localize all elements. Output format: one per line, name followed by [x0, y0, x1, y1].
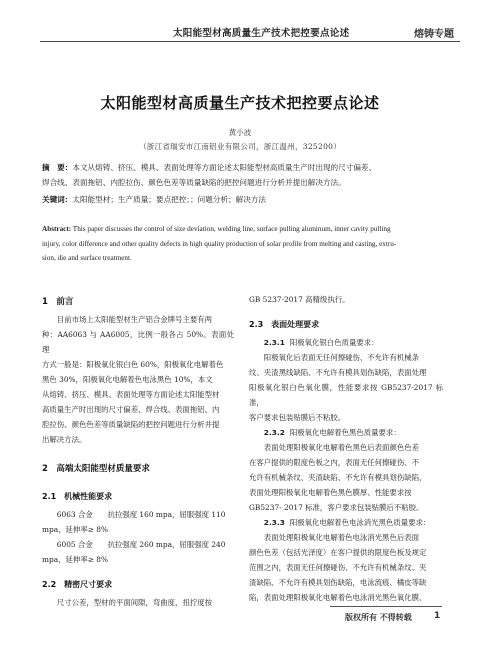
abstract-cn-label: 摘 要： [42, 163, 73, 172]
subsection-number: 2.3.3 [263, 518, 285, 527]
footer-copyright: 版权所有 不得转载 [345, 613, 412, 622]
body-line: 从熔铸、挤压、模具、表面处理等方面论述太阳能型材 [42, 390, 220, 399]
body-line: GB 5237-2017 高精级执行。 [249, 295, 350, 304]
running-title: 太阳能型材高质量生产技术把控要点论述 [173, 28, 350, 39]
paper-title: 太阳能型材高质量生产技术把控要点论述 [100, 94, 380, 112]
subsection-title: 阳极氧化电解着色电泳消光黑色质量要求： [289, 518, 431, 527]
body-line: 表面处理阳极氧化电解着色黑色后表面颜色色差 [263, 443, 420, 452]
body-line: 范围之内，表面无任何擦碰伤、不允许有机械条纹、夹 [249, 563, 427, 572]
section-tag: 熔铸专题 [414, 29, 454, 40]
body-line: 方式一般是：阳极氧化银白色 60%，阳极氧化电解着色 [42, 360, 224, 369]
abstract-en-line: injury, color difference and other quality defects in high quality production of solar profile from melting and casting, extru- [42, 239, 397, 248]
abstract-cn-line: 焊合线、表面拖铝、内腔拉伤、颜色色差等质量缺陷的把控问题进行分析并提出解决方法。 [42, 178, 346, 187]
body-line: 种：AA6063 与 AA6005，比例一般各占 50%。表面处理 [42, 330, 234, 354]
abstract-en-label: Abstract: [42, 225, 72, 233]
left-column [42, 292, 234, 610]
abstract-cn-line: 本文从熔铸、挤压、模具、表面处理等方面论述太阳能型材高质量生产时出现的尺寸偏差、 [72, 163, 377, 172]
section-1-heading: 1 前言 [42, 297, 74, 307]
body-line: 表面处理阳极氧化电解着色电泳消光黑色后表面 [263, 533, 420, 542]
footer-rule [330, 606, 442, 607]
subsection-2-3-3-heading [249, 515, 443, 530]
body-line: 6063 合金 抗拉强度 160 mpa，屈服强度 110 [56, 510, 226, 519]
body-line: 纹、夹渣黑线缺陷、不允许有模具划伤缺陷，表面处理 [249, 368, 427, 377]
body-line: 高质量生产时出现的尺寸偏差、焊合线、表面拖铝、内 [42, 405, 220, 414]
body-line: 允许有机械条纹、夹渣缺陷、不允许有模具划伤缺陷， [249, 473, 427, 482]
body-line: 出解决方法。 [42, 435, 87, 444]
abstract-en-line: sion, die and surface treatment. [42, 254, 132, 262]
body-line: 腔拉伤、颜色色差等质量缺陷的把控问题进行分析并提 [42, 420, 220, 429]
body-line: 在客户提供的限度色板之内，表面无任何擦碰伤、不 [249, 458, 419, 467]
body-line: 阳极氧化银白色氧化膜，性能要求按 GB5237-2017 标准， [249, 383, 443, 407]
body-line: GB5237- 2017 标准，客户要求包装贴膜后不粘胶。 [249, 503, 424, 512]
section-2-1-heading: 2.1 机械性能要求 [42, 492, 113, 501]
body-line: 目前市场上太阳能型材生产铝合金牌号主要有两 [56, 315, 213, 324]
right-column [249, 292, 443, 605]
body-line: 6005 合金 抗拉强度 260 mpa，屈服强度 240 [56, 540, 226, 549]
body-line: 陷，表面处理阳极氧化电解着色电泳消光黑色氧化膜、 [249, 593, 427, 602]
body-line: 黑色 30%，阳极氧化电解着色电泳黑色 10%，本文 [42, 375, 213, 384]
body-line: 渣缺陷、不允许有模具划伤缺陷，电泳流痕、橘皮等缺 [249, 578, 427, 587]
body-line: 客户要求包装贴膜后不粘胶。 [249, 413, 346, 422]
body-line: mpa，延伸率≥ 8% [42, 555, 108, 564]
body-line: 表面处理阳极氧化电解着色黑色膜厚、性能要求按 [249, 488, 412, 497]
subsection-title: 阳极氧化电解着色黑色质量要求： [289, 428, 401, 437]
subsection-number: 2.3.2 [263, 428, 285, 437]
section-2-2-heading: 2.2 精密尺寸要求 [42, 580, 113, 589]
body-line: mpa，延伸率≥ 8% [42, 525, 108, 534]
page-number: 1 [434, 611, 441, 621]
section-2-3-heading: 2.3 表面处理要求 [249, 320, 320, 329]
section-2-heading: 2 高端太阳能型材质量要求 [42, 464, 150, 474]
keywords-cn [42, 192, 442, 207]
subsection-title: 阳极氧化银白色质量要求： [289, 338, 379, 347]
subsection-2-3-1-heading [249, 335, 443, 350]
subsection-2-3-2-heading [249, 425, 443, 440]
keywords-cn-text: 太阳能型材；生产质量；要点把控；；问题分析；解决方法 [72, 195, 267, 204]
author: 黄小波 [228, 128, 252, 137]
subsection-number: 2.3.1 [263, 338, 285, 347]
body-line: 尺寸公差，型材的平面间隙，弯曲度，扭拧度按 [56, 598, 213, 607]
body-line: 颜色色差（包括光泽度）在客户提供的限度色板及规定 [249, 548, 427, 557]
affiliation: （浙江省瑞安市江南铝业有限公司，浙江温州，325200） [138, 142, 342, 151]
abstract-cn [42, 160, 442, 190]
keywords-cn-label: 关键词： [42, 195, 73, 204]
abstract-en-line: This paper discusses the control of size deviation, welding line, surface pulling aluminum, inner cavity pulling [71, 225, 391, 233]
body-line: 阳极氧化后表面无任何擦碰伤、不允许有机械条 [263, 353, 420, 362]
abstract-en [42, 222, 442, 266]
running-header [40, 20, 460, 42]
